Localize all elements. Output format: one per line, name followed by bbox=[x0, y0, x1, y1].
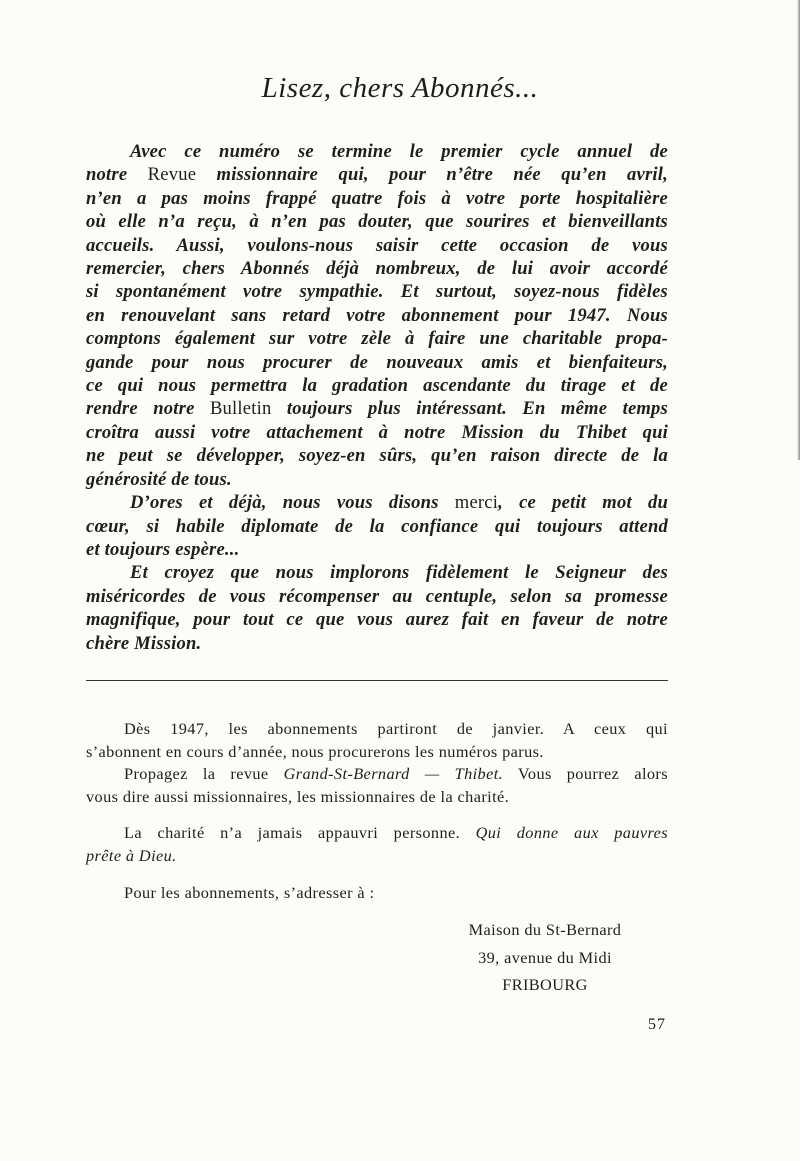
text-line: vous dire aussi missionnaires, les missionnaires de la charité. bbox=[86, 786, 510, 806]
text-line: accueils. Aussi, voulons-nous saisir cette occasion de vous bbox=[86, 234, 668, 256]
section-divider bbox=[86, 680, 668, 681]
notes-section bbox=[86, 718, 668, 904]
text-line: chère Mission. bbox=[86, 632, 202, 654]
text-line: s’abonnent en cours d’année, nous procurerons les numéros parus. bbox=[86, 741, 544, 761]
text-line: remercier, chers Abonnés déjà nombreux, de lui avoir accordé bbox=[86, 258, 668, 280]
text-line: miséricordes de vous récompenser au centuple, selon sa promesse bbox=[86, 585, 668, 607]
text-line: gande pour nous procurer de nouveaux amis et bienfaiteurs, bbox=[86, 351, 668, 373]
text-line: comptons également sur votre zèle à faire une charitable propa- bbox=[86, 328, 668, 350]
text-line: n’en a pas moins frappé quatre fois à votre porte hospitalière bbox=[86, 187, 668, 209]
address-block bbox=[440, 916, 650, 999]
text-line: croîtra aussi votre attachement à notre Mission du Thibet qui bbox=[86, 421, 668, 443]
text-line: Dès 1947, les abonnements partiront de janvier. A ceux qui bbox=[124, 719, 668, 738]
text-line: si spontanément votre sympathie. Et surtout, soyez-nous fidèles bbox=[86, 281, 668, 303]
text-line: Pour les abonnements, s’adresser à : bbox=[124, 882, 375, 902]
text-line: La charité n’a jamais appauvri personne. Qui donne aux pauvres bbox=[124, 823, 668, 843]
address-line: 39, avenue du Midi bbox=[478, 947, 612, 967]
text-line: ce qui nous permettra la gradation ascendante du tirage et de bbox=[86, 375, 668, 397]
text-line: où elle n’a reçu, à n’en pas douter, que sourires et bienveillants bbox=[86, 211, 668, 233]
text-line: notre Revue missionnaire qui, pour n’être née qu’en avril, bbox=[86, 164, 668, 186]
address-line: Maison du St-Bernard bbox=[468, 920, 622, 939]
text-line: ne peut se développer, soyez-en sûrs, qu’en raison directe de la bbox=[86, 445, 668, 467]
text-line: en renouvelant sans retard votre abonnement pour 1947. Nous bbox=[86, 304, 668, 326]
main-paragraphs bbox=[86, 140, 668, 655]
page-number: 57 bbox=[648, 1016, 666, 1033]
text-line: et toujours espère... bbox=[86, 538, 240, 560]
address-line: FRIBOURG bbox=[502, 975, 588, 994]
text-line: Et croyez que nous implorons fidèlement le Seigneur des bbox=[130, 562, 668, 584]
text-line: cœur, si habile diplomate de la confiance qui toujours attend bbox=[86, 515, 668, 537]
text-line: générosité de tous. bbox=[86, 468, 232, 490]
text-line: magnifique, pour tout ce que vous aurez fait en faveur de notre bbox=[86, 609, 668, 631]
page-title: Lisez, chers Abonnés... bbox=[261, 72, 539, 104]
text-line: prête à Dieu. bbox=[86, 845, 177, 865]
text-line: D’ores et déjà, nous vous disons merci, ce petit mot du bbox=[130, 492, 668, 514]
text-line: Propagez la revue Grand-St-Bernard — Thibet. Vous pourrez alors bbox=[124, 764, 668, 784]
text-line: Avec ce numéro se termine le premier cycle annuel de bbox=[130, 141, 668, 162]
text-line: rendre notre Bulletin toujours plus intéressant. En même temps bbox=[86, 398, 668, 420]
